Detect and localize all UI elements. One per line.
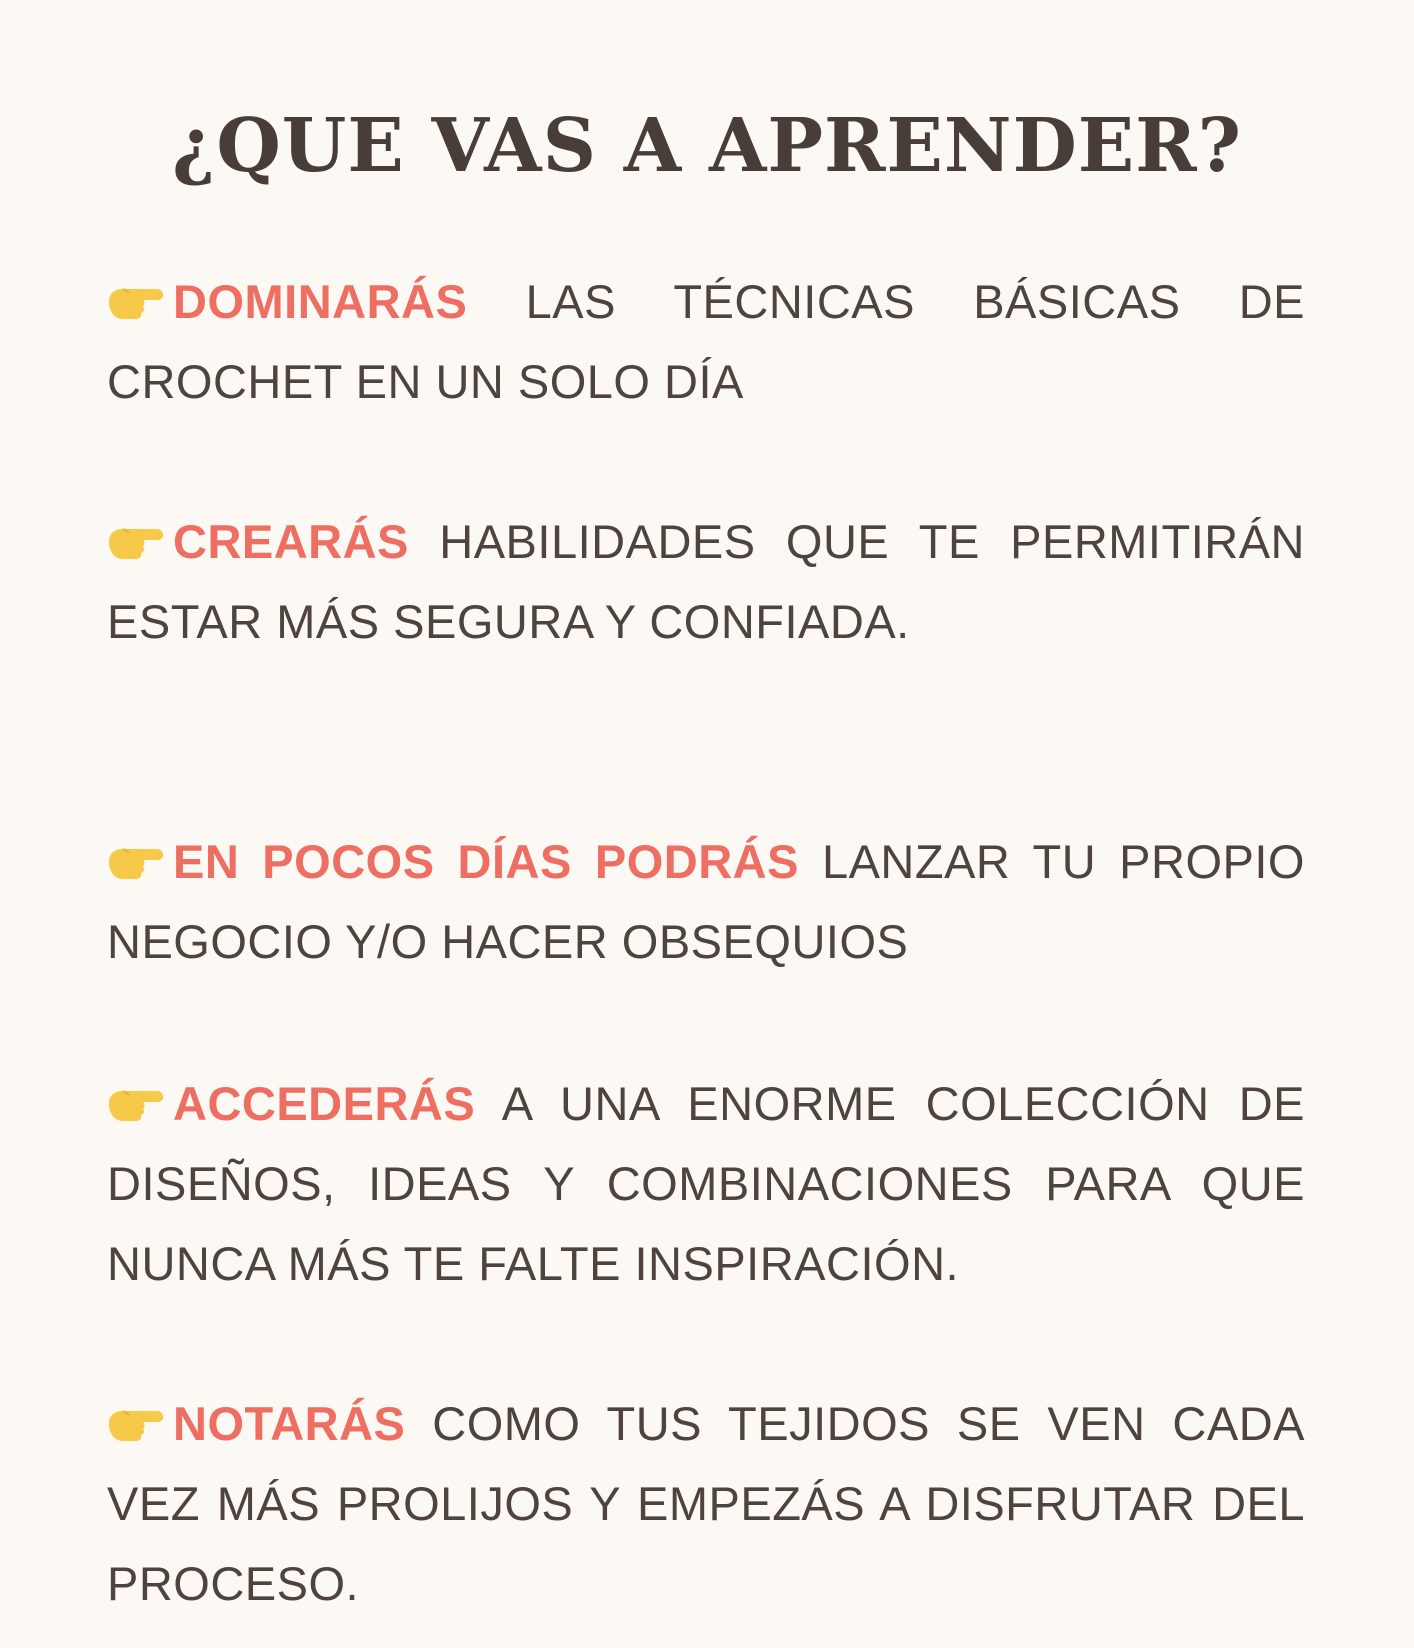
benefit-highlight: CREARÁS [173, 515, 409, 568]
benefit-highlight: NOTARÁS [173, 1397, 406, 1450]
pointing-hand-icon [107, 283, 163, 321]
benefit-text: HABILIDADES QUE TE PERMITIRÁN ESTAR MÁS SEGURA Y CONFIADA. [107, 515, 1305, 648]
benefit-item [107, 822, 1305, 982]
pointing-hand-icon [107, 1085, 163, 1123]
benefit-text: LAS TÉCNICAS BÁSICAS DE CROCHET EN UN SOLO DÍA [107, 275, 1305, 408]
benefit-item [107, 1384, 1305, 1624]
benefit-text: COMO TUS TEJIDOS SE VEN CADA VEZ MÁS PROLIJOS Y EMPEZÁS A DISFRUTAR DEL PROCESO. [107, 1397, 1305, 1610]
benefit-item [107, 262, 1305, 422]
benefit-highlight: EN POCOS DÍAS PODRÁS [173, 835, 799, 888]
benefit-text: LANZAR TU PROPIO NEGOCIO Y/O HACER OBSEQUIOS [107, 835, 1305, 968]
benefit-item [107, 502, 1305, 662]
page-title: ¿QUE VAS A APRENDER? [171, 103, 1243, 189]
pointing-hand-icon [107, 523, 163, 561]
benefit-highlight: ACCEDERÁS [173, 1077, 476, 1130]
benefit-text: A UNA ENORME COLECCIÓN DE DISEÑOS, IDEAS Y COMBINACIONES PARA QUE NUNCA MÁS TE FALTE INSPIRACIÓN. [107, 1077, 1305, 1290]
benefit-highlight: DOMINARÁS [173, 275, 468, 328]
pointing-hand-icon [107, 843, 163, 881]
pointing-hand-icon [107, 1405, 163, 1443]
benefit-item [107, 1064, 1305, 1304]
